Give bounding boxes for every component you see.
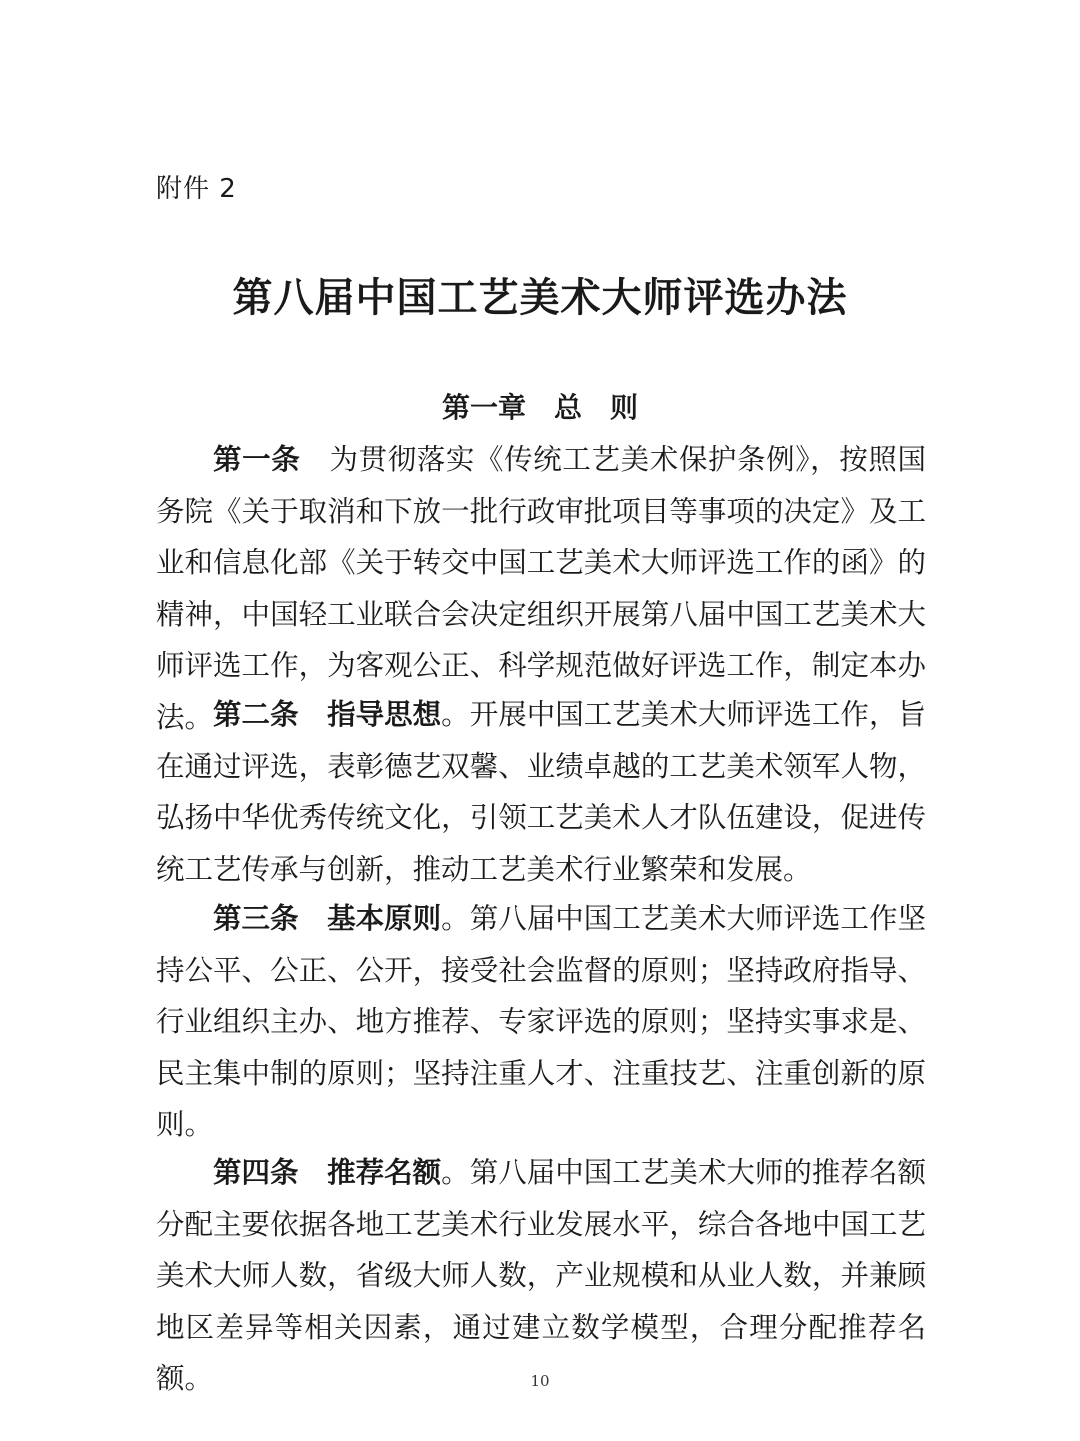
article-number: 第三条: [213, 902, 299, 935]
article-text: 。第八届中国工艺美术大师评选工作坚持公平、公正、公开，接受社会监督的原则；坚持政府指导、行业组织主办、地方推荐、专家评选的原则；坚持实事求是、民主集中制的原则；坚持注重人才、注重技艺、注重创新的原则。: [156, 902, 926, 1141]
article-block-4: [156, 1147, 926, 1405]
chapter-heading: 第一章 总 则: [441, 391, 638, 424]
page-number: 10: [530, 1372, 550, 1390]
article-block-3: [156, 893, 926, 1151]
article-block-2: [156, 689, 926, 895]
article-text: 。第八届中国工艺美术大师的推荐名额分配主要依据各地工艺美术行业发展水平，综合各地中国工艺美术大师人数，省级大师人数，产业规模和从业人数，并兼顾地区差异等相关因素，通过建立数学模型，合理分配推荐名额。: [156, 1156, 926, 1395]
document-title: 第八届中国工艺美术大师评选办法: [232, 274, 848, 321]
article-text: 为贯彻落实《传统工艺美术保护条例》，按照国务院《关于取消和下放一批行政审批项目等事项的决定》及工业和信息化部《关于转交中国工艺美术大师评选工作的函》的精神，中国轻工业联合会决定组织开展第八届中国工艺美术大师评选工作，为客观公正、科学规范做好评选工作，制定本办法。: [156, 443, 926, 734]
article-3: [156, 893, 926, 1151]
article-4: [156, 1147, 926, 1405]
article-topic: 基本原则: [327, 902, 442, 935]
attachment-label: 附件 2: [156, 174, 237, 204]
article-topic: 指导思想: [327, 698, 442, 731]
article-2: [156, 689, 926, 895]
article-number: 第一条: [213, 443, 301, 476]
article-topic: 推荐名额: [327, 1156, 442, 1189]
article-number: 第二条: [213, 698, 299, 731]
article-number: 第四条: [213, 1156, 299, 1189]
article-text: 。开展中国工艺美术大师评选工作，旨在通过评选，表彰德艺双馨、业绩卓越的工艺美术领军人物，弘扬中华优秀传统文化，引领工艺美术人才队伍建设，促进传统工艺传承与创新，推动工艺美术行业繁荣和发展。: [156, 698, 926, 886]
